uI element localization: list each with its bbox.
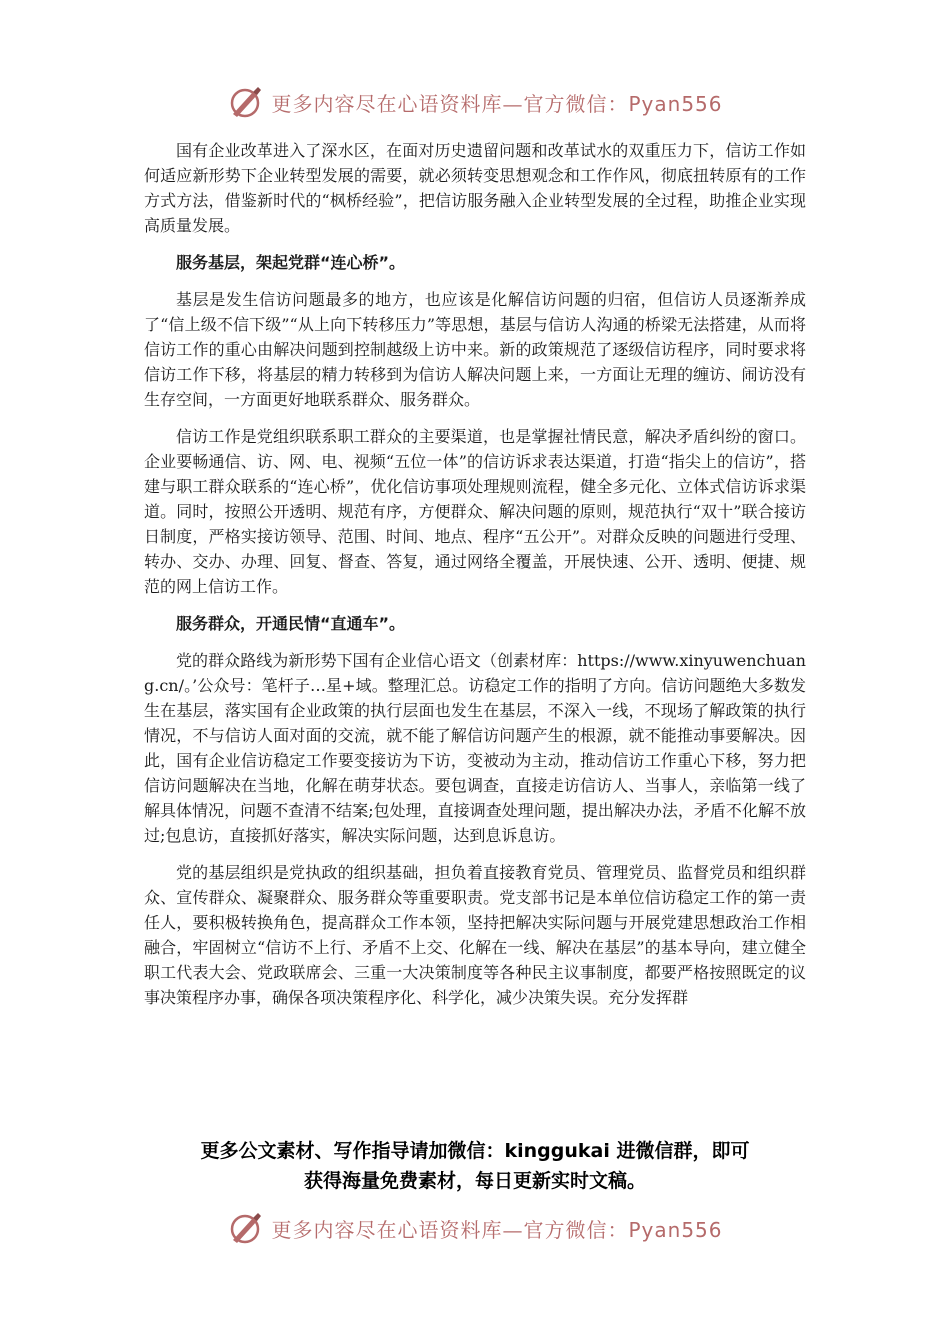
paragraph: 党的基层组织是党执政的组织基础，担负着直接教育党员、管理党员、监督党员和组织群众、宣传群众、凝聚群众、服务群众等重要职责。党支部书记是本单位信访稳定工作的第一责任人，要积极转换角色，提高群众工作本领，坚持把解决实际问题与开展党建思想政治工作相融合，牢固树立“信访不上行、矛盾不上交、化解在一线、解决在基层”的基本导向，建立健全职工代表大会、党政联席会、三重一大决策制度等各种民主议事制度，都要严格按照既定的议事决策程序办事，确保各项决策程序化、科学化，减少决策失误。充分发挥群 (144, 863, 806, 1007)
promo-notice (120, 1136, 830, 1196)
pen-swirl-logo-icon (227, 84, 267, 120)
footer-banner (0, 1206, 950, 1250)
document-body (144, 138, 806, 1022)
banner-text: 更多内容尽在心语资料库—官方微信：Pyan556 (271, 91, 723, 116)
paragraph: 信访工作是党组织联系职工群众的主要渠道，也是掌握社情民意，解决矛盾纠纷的窗口。企业要畅通信、访、网、电、视频“五位一体”的信访诉求表达渠道，打造“指尖上的信访”，搭建与职工群众联系的“连心桥”，优化信访事项处理规则流程，健全多元化、立体式信访诉求渠道。同时，按照公开透明、规范有序，方便群众、解决问题的原则，规范执行“双十”联合接访日制度，严格实接访领导、范围、时间、地点、程序“五公开”。对群众反映的问题进行受理、转办、交办、办理、回复、督查、答复，通过网络全覆盖，开展快速、公开、透明、便捷、规范的网上信访工作。 (144, 427, 806, 596)
pen-swirl-logo-icon (227, 1210, 267, 1246)
section-heading: 服务基层，架起党群“连心桥”。 (176, 253, 406, 272)
wechat-id: Pyan556 (628, 91, 723, 116)
wechat-id: Pyan556 (628, 1217, 723, 1242)
paragraph: 党的群众路线为新形势下国有企业信心语文（创素材库：https://www.xinyuwenchuang.cn/。’公众号：笔杆子…星+域。整理汇总。访稳定工作的指明了方向。信访问题绝大多数发生在基层，落实国有企业政策的执行层面也发生在基层，不深入一线，不现场了解政策的执行情况，不与信访人面对面的交流，就不能了解信访问题产生的根源，就不能推动事要解决。因此，国有企业信访稳定工作要变接访为下访，变被动为主动，推动信访工作重心下移，努力把信访问题解决在当地，化解在萌芽状态。要包调查，直接走访信访人、当事人，亲临第一线了解具体情况，问题不查清不结案;包处理，直接调查处理问题，提出解决办法，矛盾不化解不放过;包息访，直接抓好落实，解决实际问题，达到息诉息访。 (144, 651, 806, 845)
section-heading: 服务群众，开通民情“直通车”。 (176, 614, 406, 633)
header-banner (0, 80, 950, 124)
paragraph: 基层是发生信访问题最多的地方，也应该是化解信访问题的归宿，但信访人员逐渐养成了“信上级不信下级”“从上向下转移压力”等思想，基层与信访人沟通的桥梁无法搭建，从而将信访工作的重心由解决问题到控制越级上访中来。新的政策规范了逐级信访程序，同时要求将信访工作下移，将基层的精力转移到为信访人解决问题上来，一方面让无理的缠访、闹访没有生存空间，一方面更好地联系群众、服务群众。 (144, 290, 806, 409)
promo-notice-line: 获得海量免费素材，每日更新实时文稿。 (303, 1170, 646, 1192)
paragraph: 国有企业改革进入了深水区，在面对历史遗留问题和改革试水的双重压力下，信访工作如何适应新形势下企业转型发展的需要，就必须转变思想观念和工作作风，彻底扭转原有的工作方式方法，借鉴新时代的“枫桥经验”，把信访服务融入企业转型发展的全过程，助推企业实现高质量发展。 (144, 141, 806, 235)
promo-notice-line: 更多公文素材、写作指导请加微信：kinggukai 进微信群，即可 (200, 1140, 750, 1162)
banner-text: 更多内容尽在心语资料库—官方微信：Pyan556 (271, 1217, 723, 1242)
